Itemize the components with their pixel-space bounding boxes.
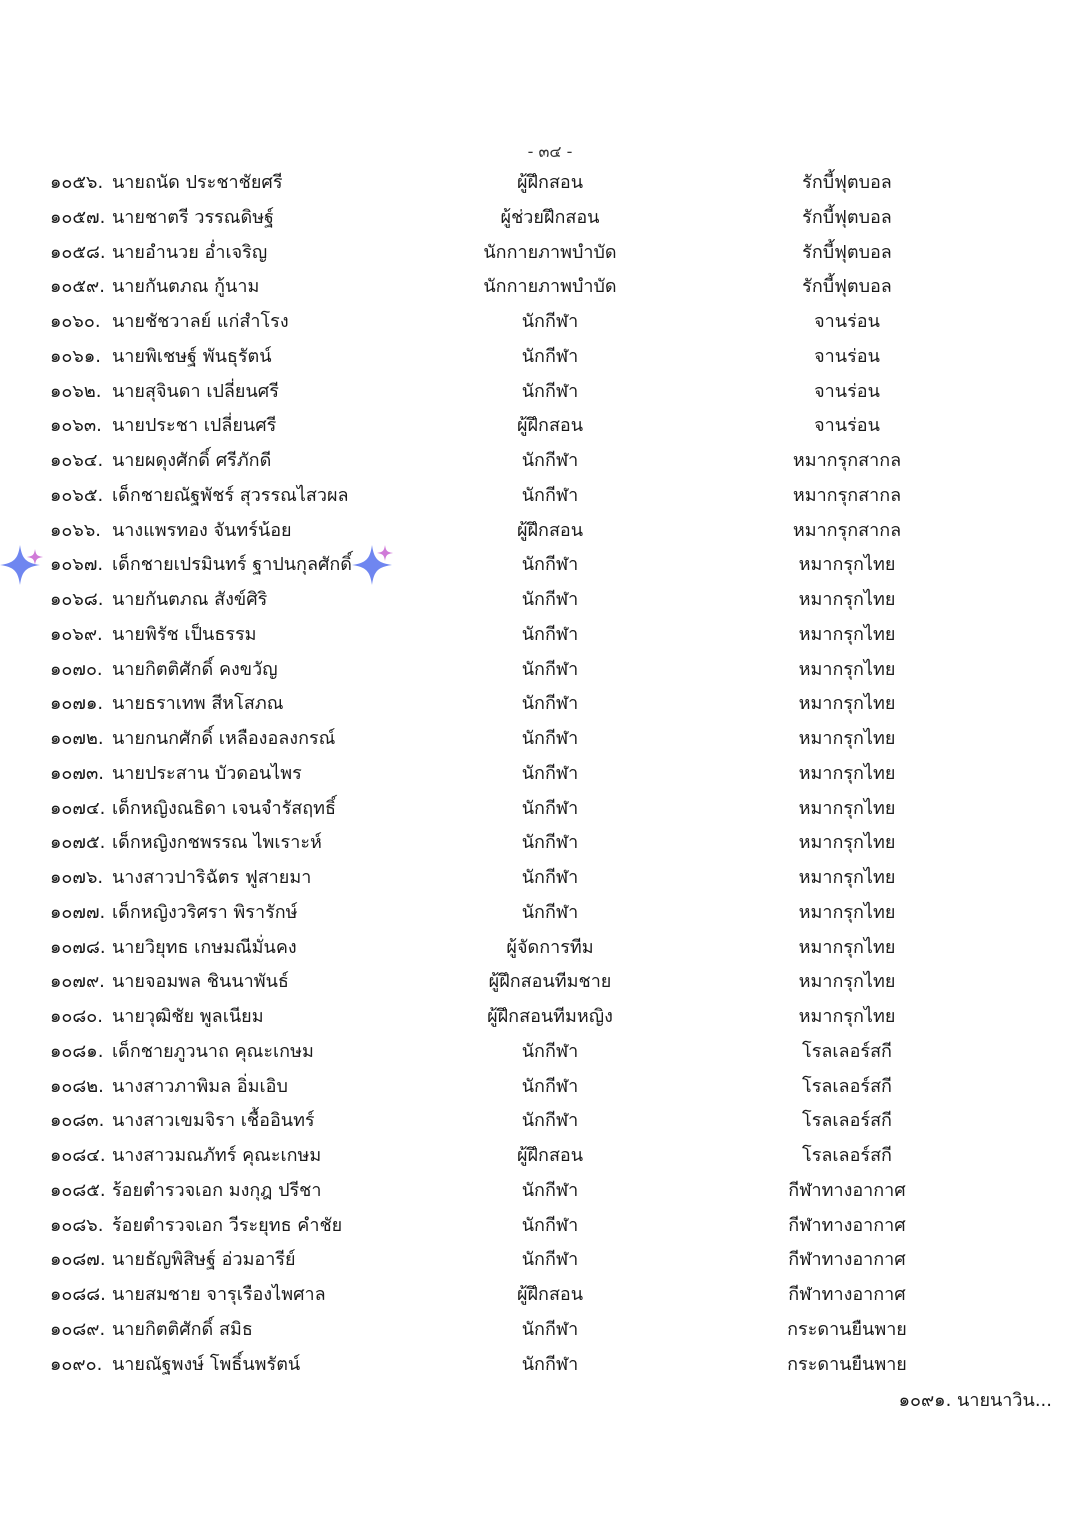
entry-role: นักกีฬา <box>521 380 579 402</box>
entry-name: นางแพรทอง จันทร์น้อย <box>112 519 292 541</box>
entry-sport: หมากรุกไทย <box>798 1006 896 1027</box>
list-item-highlighted <box>0 548 1076 583</box>
entry-number: ๑๐๘๐. <box>50 1006 104 1027</box>
entry-sport: จานร่อน <box>814 345 880 367</box>
entry-number: ๑๐๗๗. <box>50 901 106 923</box>
entry-sport: จานร่อน <box>814 380 880 402</box>
entry-name: นายกิตติศักดิ์ สมิธ <box>112 1318 253 1340</box>
entry-sport: หมากรุกสากล <box>792 519 902 541</box>
entry-number: ๑๐๗๘. <box>50 936 106 958</box>
entry-name: นายประชา เปลี่ยนศรี <box>112 415 277 437</box>
entry-sport: หมากรุกสากล <box>792 484 902 506</box>
entry-sport: โรลเลอร์สกี <box>802 1075 892 1097</box>
list-item <box>0 201 1076 236</box>
entry-number: ๑๐๖๓. <box>50 415 102 437</box>
entry-number: ๑๐๗๔. <box>50 797 106 819</box>
entry-name: เด็กชายภูวนาถ คุณะเกษม <box>112 1040 314 1062</box>
entry-number: ๑๐๖๔. <box>50 450 104 471</box>
entry-number: ๑๐๖๒. <box>50 380 102 402</box>
sparkle-left-icon <box>0 541 48 589</box>
entry-name: เด็กหญิงกชพรรณ ไพเราะห์ <box>112 832 322 854</box>
entry-role: นักกีฬา <box>521 901 579 923</box>
list-item <box>0 1000 1076 1035</box>
entry-number: ๑๐๗๐. <box>50 658 103 680</box>
list-item <box>0 896 1076 931</box>
entry-name: นายธัญพิสิษฐ์ อ่วมอารีย์ <box>112 1249 296 1271</box>
entry-role: นักกีฬา <box>521 1040 579 1062</box>
entry-name: นายชัชวาลย์ แก่สำโรง <box>112 311 289 332</box>
entry-name: นายประสาน บัวดอนไพร <box>112 762 302 784</box>
entry-name: เด็กชายณัฐพัชร์ สุวรรณไสวผล <box>112 484 349 506</box>
list-item <box>0 375 1076 410</box>
list-item <box>0 1035 1076 1070</box>
list-item <box>0 166 1076 201</box>
entry-number: ๑๐๘๖. <box>50 1214 104 1236</box>
entry-role: นักกีฬา <box>521 484 579 506</box>
entry-sport: รักบี้ฟุตบอล <box>802 172 892 193</box>
entry-sport: กีฬาทางอากาศ <box>788 1284 906 1305</box>
list-item <box>0 1209 1076 1244</box>
entry-number: ๑๐๖๐. <box>50 311 101 332</box>
entry-sport: โรลเลอร์สกี <box>802 1145 892 1166</box>
entry-sport: หมากรุกไทย <box>798 867 896 888</box>
list-item <box>0 861 1076 896</box>
entry-sport: หมากรุกไทย <box>798 658 896 680</box>
entry-role: นักกายภาพบำบัด <box>483 241 617 263</box>
sparkle-right-icon <box>352 541 400 589</box>
entry-name: นายอำนวย อ่ำเจริญ <box>112 241 268 263</box>
entry-name: นายธราเทพ สีหโสภณ <box>112 693 284 715</box>
entry-role: นักกีฬา <box>521 1249 579 1271</box>
list-item <box>0 340 1076 375</box>
entry-number: ๑๐๖๖. <box>50 519 101 541</box>
entry-role: ผู้จัดการทีม <box>506 936 594 958</box>
entry-sport: โรลเลอร์สกี <box>802 1110 892 1132</box>
entry-role: นักกีฬา <box>521 345 579 367</box>
entry-number: ๑๐๘๕. <box>50 1179 106 1201</box>
entry-role: ผู้ฝึกสอน <box>516 172 584 193</box>
entry-sport: รักบี้ฟุตบอล <box>802 206 892 228</box>
entry-sport: รักบี้ฟุตบอล <box>802 241 892 263</box>
entry-role: นักกีฬา <box>521 658 579 680</box>
entry-role: ผู้ฝึกสอน <box>516 519 584 541</box>
entry-number: ๑๐๘๘. <box>50 1284 106 1305</box>
entry-role: ผู้ฝึกสอน <box>516 1145 584 1166</box>
entry-number: ๑๐๗๙. <box>50 971 105 993</box>
entry-number: ๑๐๖๗. <box>50 554 104 576</box>
entry-sport: กระดานยืนพาย <box>787 1318 907 1340</box>
entry-name: นายวุฒิชัย พูลเนียม <box>112 1006 264 1027</box>
list-item <box>0 757 1076 792</box>
list-item <box>0 409 1076 444</box>
list-item <box>0 479 1076 514</box>
list-item <box>0 653 1076 688</box>
entry-sport: หมากรุกไทย <box>798 762 896 784</box>
list-item <box>0 444 1076 479</box>
entry-number: ๑๐๕๖. <box>50 172 104 193</box>
entry-role: ผู้ฝึกสอน <box>516 415 584 437</box>
entry-name: เด็กหญิงณธิดา เจนจำรัสฤทธิ์ <box>112 797 336 819</box>
entry-sport: จานร่อน <box>814 311 880 332</box>
entry-name: นางสาวเขมจิรา เชื้ออินทร์ <box>112 1110 315 1132</box>
list-item <box>0 1139 1076 1174</box>
list-item <box>0 583 1076 618</box>
entry-sport: รักบี้ฟุตบอล <box>802 276 892 298</box>
entry-name: นายถนัด ประชาชัยศรี <box>112 172 283 193</box>
entry-number: ๑๐๗๑. <box>50 693 104 715</box>
entry-number: ๑๐๘๓. <box>50 1110 105 1132</box>
entry-sport: หมากรุกไทย <box>798 797 896 819</box>
entry-number: ๑๐๖๘. <box>50 589 104 610</box>
entry-sport: กระดานยืนพาย <box>787 1353 907 1375</box>
list-item <box>0 236 1076 271</box>
entry-sport: จานร่อน <box>814 415 880 437</box>
entry-name: นายกิตติศักดิ์ คงขวัญ <box>112 658 278 680</box>
entry-name: นายกนกศักดิ์ เหลืองอลงกรณ์ <box>112 728 336 749</box>
entry-sport: หมากรุกไทย <box>798 589 896 610</box>
entry-name: นายผดุงศักดิ์ ศรีภักดี <box>112 450 272 471</box>
entry-role: นักกีฬา <box>521 623 579 645</box>
entry-role: นักกีฬา <box>521 1110 579 1132</box>
list-item <box>0 1348 1076 1383</box>
entry-number: ๑๐๕๗. <box>50 206 106 228</box>
entry-list <box>0 166 1076 1382</box>
entry-role: นักกีฬา <box>521 1214 579 1236</box>
entry-role: นักกีฬา <box>521 762 579 784</box>
entry-role: ผู้ฝึกสอนทีมหญิง <box>487 1006 613 1027</box>
entry-sport: หมากรุกไทย <box>798 728 896 749</box>
entry-role: นักกีฬา <box>521 728 579 749</box>
entry-role: นักกีฬา <box>521 867 579 888</box>
entry-sport: หมากรุกสากล <box>792 450 902 471</box>
entry-role: นักกีฬา <box>521 589 579 610</box>
entry-name: เด็กหญิงวริศรา พิรารักษ์ <box>112 901 298 923</box>
list-item <box>0 792 1076 827</box>
page-number: - ๓๔ - <box>527 142 573 161</box>
list-item <box>0 305 1076 340</box>
entry-role: นักกีฬา <box>521 311 579 332</box>
entry-role: นักกีฬา <box>521 797 579 819</box>
entry-name: นายกันตภณ สังข์ศิริ <box>112 589 268 610</box>
entry-number: ๑๐๖๑. <box>50 345 101 367</box>
entry-name: เด็กชายเปรมินทร์ ฐาปนกุลศักดิ์ <box>112 554 352 576</box>
entry-sport: หมากรุกไทย <box>798 623 896 645</box>
entry-number: ๑๐๘๑. <box>50 1040 104 1062</box>
entry-number: ๑๐๙๐. <box>50 1353 103 1375</box>
entry-sport: หมากรุกไทย <box>798 971 896 993</box>
entry-role: นักกีฬา <box>521 832 579 854</box>
entry-name: นางสาวภาพิมล อิ่มเอิบ <box>112 1075 288 1097</box>
entry-name: นายสมชาย จารุเรืองไพศาล <box>112 1284 326 1305</box>
list-item <box>0 1104 1076 1139</box>
entry-role: ผู้ฝึกสอน <box>516 1284 584 1305</box>
entry-name: นายชาตรี วรรณดิษฐ์ <box>112 206 274 228</box>
entry-role: นักกีฬา <box>521 554 579 576</box>
entry-number: ๑๐๘๗. <box>50 1249 106 1271</box>
entry-name: นายณัฐพงษ์ โพธิ์นพรัตน์ <box>112 1353 301 1375</box>
entry-sport: หมากรุกไทย <box>798 936 896 958</box>
list-item <box>0 931 1076 966</box>
list-item <box>0 965 1076 1000</box>
entry-number: ๑๐๘๒. <box>50 1075 104 1097</box>
entry-role: นักกีฬา <box>521 450 579 471</box>
entry-name: นายจอมพล ชินนาพันธ์ <box>112 971 289 993</box>
list-item <box>0 1070 1076 1105</box>
entry-number: ๑๐๗๒. <box>50 728 104 749</box>
entry-sport: กีฬาทางอากาศ <box>788 1214 906 1236</box>
entry-name: นายสุจินดา เปลี่ยนศรี <box>112 380 279 402</box>
entry-sport: หมากรุกไทย <box>798 901 896 923</box>
list-item <box>0 618 1076 653</box>
entry-name: นายพิรัช เป็นธรรม <box>112 623 257 645</box>
list-item <box>0 826 1076 861</box>
entry-name: นายกันตภณ กู้นาม <box>112 276 260 298</box>
entry-role: นักกายภาพบำบัด <box>483 276 617 298</box>
entry-name: นางสาวปาริฉัตร ฟูสายมา <box>112 867 312 888</box>
entry-name: ร้อยตำรวจเอก วีระยุทธ คำชัย <box>112 1214 343 1236</box>
entry-number: ๑๐๗๕. <box>50 832 106 854</box>
entry-number: ๑๐๘๔. <box>50 1145 106 1166</box>
entry-number: ๑๐๕๘. <box>50 241 106 263</box>
entry-sport: โรลเลอร์สกี <box>802 1040 892 1062</box>
entry-role: นักกีฬา <box>521 1318 579 1340</box>
list-item <box>0 514 1076 549</box>
entry-name: ร้อยตำรวจเอก มงกุฎ ปรีชา <box>112 1179 322 1201</box>
entry-name: นางสาวมณภัทร์ คุณะเกษม <box>112 1145 322 1166</box>
list-item <box>0 1174 1076 1209</box>
list-item <box>0 687 1076 722</box>
list-item <box>0 722 1076 757</box>
entry-role: นักกีฬา <box>521 1353 579 1375</box>
list-item <box>0 1243 1076 1278</box>
list-item <box>0 1278 1076 1313</box>
entry-number: ๑๐๖๙. <box>50 623 103 645</box>
entry-name: นายวิยุทธ เกษมณีมั่นคง <box>112 936 297 958</box>
entry-role: ผู้ฝึกสอนทีมชาย <box>488 971 612 993</box>
entry-name: นายพิเชษฐ์ พันธุรัตน์ <box>112 345 272 367</box>
entry-number: ๑๐๘๙. <box>50 1318 106 1340</box>
entry-number: ๑๐๗๓. <box>50 762 104 784</box>
entry-sport: กีฬาทางอากาศ <box>788 1179 906 1201</box>
continuation-text: ๑๐๙๑. นายนาวิน... <box>898 1390 1052 1411</box>
entry-number: ๑๐๗๖. <box>50 867 104 888</box>
entry-sport: กีฬาทางอากาศ <box>788 1249 906 1271</box>
list-item <box>0 270 1076 305</box>
entry-number: ๑๐๕๙. <box>50 276 105 298</box>
entry-role: นักกีฬา <box>521 693 579 715</box>
entry-sport: หมากรุกไทย <box>798 832 896 854</box>
list-item <box>0 1313 1076 1348</box>
entry-role: นักกีฬา <box>521 1179 579 1201</box>
entry-role: ผู้ช่วยฝึกสอน <box>500 206 600 228</box>
entry-sport: หมากรุกไทย <box>798 554 896 576</box>
entry-role: นักกีฬา <box>521 1075 579 1097</box>
entry-number: ๑๐๖๕. <box>50 484 104 506</box>
entry-sport: หมากรุกไทย <box>798 693 896 715</box>
